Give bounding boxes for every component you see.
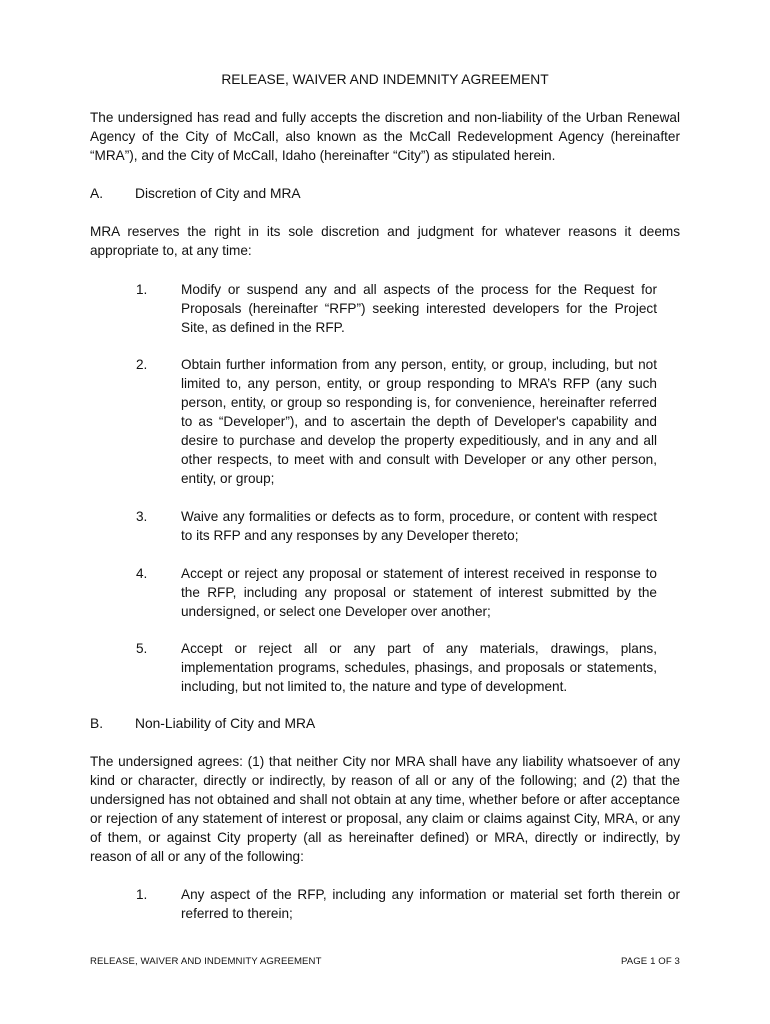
list-text: Obtain further information from any person, entity, or group, including, but not limited to, any person, entity, or group responding to MRA’s RFP (any such person, entity, or group so responding is, for convenience, hereinafter referred to as “Developer”), and to ascertain the depth of Developer's capability and desire to purchase and develop the property expeditiously, and in any and all other respects, to meet with and consult with Developer or any other person, entity, or group; xyxy=(181,357,657,486)
section-a-title: Discretion of City and MRA xyxy=(135,186,301,201)
intro-paragraph: The undersigned has read and fully accepts the discretion and non-liability of the Urban Renewal Agency of the City of McCall, also known as the McCall Redevelopment Agency (hereinafter “MRA”), and the City of McCall, Idaho (hereinafter “City”) as stipulated herein. xyxy=(90,110,680,163)
footer-page-number: PAGE 1 OF 3 xyxy=(620,956,680,967)
section-b-title: Non-Liability of City and MRA xyxy=(135,716,316,731)
list-number: 4. xyxy=(136,566,148,581)
list-number: 5. xyxy=(136,641,148,656)
list-text: Accept or reject all or any part of any materials, drawings, plans, implementation programs, schedules, phasings, and proposals or statements, including, but not limited to, the nature and type of development. xyxy=(181,641,657,694)
document-title: RELEASE, WAIVER AND INDEMNITY AGREEMENT xyxy=(221,72,549,87)
section-b-letter: B. xyxy=(90,716,104,731)
section-b-heading xyxy=(90,714,680,733)
section-a-heading xyxy=(90,184,680,203)
list-text: Modify or suspend any and all aspects of the process for the Request for Proposals (hereinafter “RFP”) seeking interested developers for the Project Site, as defined in the RFP. xyxy=(181,282,657,335)
section-b-lead: The undersigned agrees: (1) that neither City nor MRA shall have any liability whatsoever of any kind or character, directly or indirectly, by reason of all or any of the following; and (2) that the undersigned has not obtained and shall not obtain at any time, whether before or after acceptance or rejection of any statement of interest or proposal, any claim or claims against City, MRA, or any of them, or against City property (all as hereinafter defined) or MRA, directly or indirectly, by reason of all or any of the following: xyxy=(90,754,680,864)
list-text: Waive any formalities or defects as to form, procedure, or content with respect to its RFP and any responses by any Developer thereto; xyxy=(181,509,657,543)
section-a-lead: MRA reserves the right in its sole discretion and judgment for whatever reasons it deems appropriate to, at any time: xyxy=(90,224,680,258)
list-number: 1. xyxy=(136,282,148,297)
footer-document-title: RELEASE, WAIVER AND INDEMNITY AGREEMENT xyxy=(90,956,322,967)
list-text: Accept or reject any proposal or statement of interest received in response to the RFP, including any proposal or statement of interest submitted by the undersigned, or select one Developer over another; xyxy=(181,566,657,619)
list-number: 1. xyxy=(136,887,148,902)
list-text: Any aspect of the RFP, including any information or material set forth therein or referred to therein; xyxy=(181,887,680,921)
list-number: 2. xyxy=(136,357,148,372)
section-a-letter: A. xyxy=(90,186,104,201)
list-number: 3. xyxy=(136,509,148,524)
